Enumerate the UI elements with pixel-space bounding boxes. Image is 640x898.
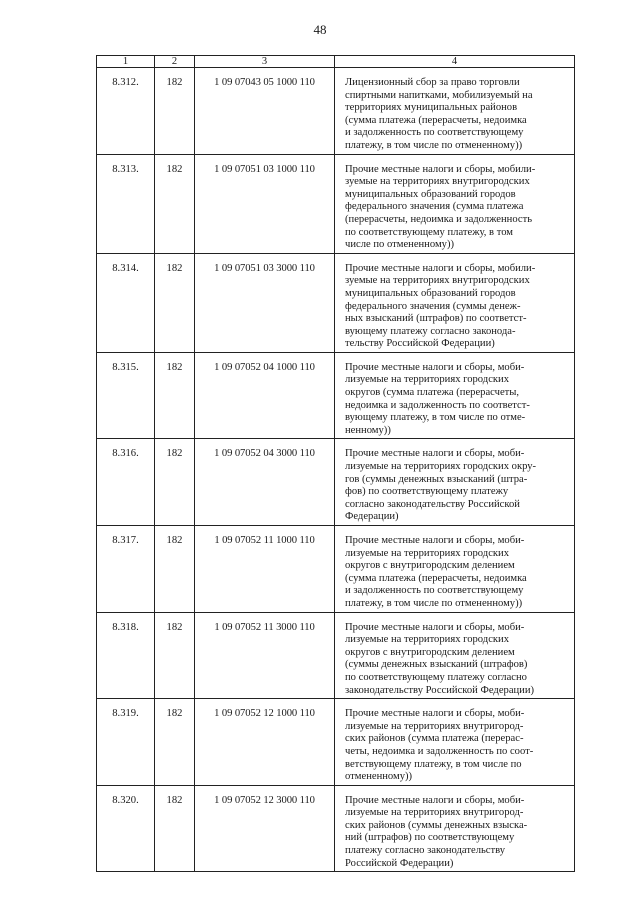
- admin-code: 182: [155, 439, 195, 526]
- income-codes-table: [96, 55, 575, 872]
- description-line: ских районов (сумма платежа (перерас-: [345, 733, 524, 745]
- description-line: отмененному)): [345, 771, 413, 783]
- table-header-row: [97, 56, 575, 68]
- description-line: (сумма платежа (перерасчеты, недоимка: [345, 114, 527, 126]
- description-line: Прочие местные налоги и сборы, моби-: [345, 448, 525, 460]
- admin-code: 182: [155, 68, 195, 155]
- description-line: Российской Федерации): [345, 857, 454, 869]
- description-line: муниципальных образований городов: [345, 188, 516, 200]
- table-row: [97, 699, 575, 786]
- income-description: [335, 253, 575, 352]
- description-line: округов с внутригородским делением: [345, 646, 515, 658]
- description-line: муниципальных образований городов: [345, 287, 516, 299]
- description-line: Прочие местные налоги и сборы, мобили-: [345, 262, 536, 274]
- description-line: платежу согласно законодательству: [345, 845, 506, 857]
- description-line: вующему платежу, в том числе по отме-: [345, 412, 526, 424]
- description-line: и задолженность по соответствующему: [345, 585, 524, 597]
- description-line: Прочие местные налоги и сборы, моби-: [345, 794, 525, 806]
- income-description: [335, 699, 575, 786]
- budget-classification-code: 1 09 07043 05 1000 110: [195, 68, 335, 155]
- row-number: 8.317.: [97, 526, 155, 613]
- row-number: 8.320.: [97, 785, 155, 872]
- description-line: зуемые на территориях внутригородских: [345, 176, 530, 188]
- description-line: (суммы денежных взысканий (штрафов): [345, 659, 528, 671]
- budget-classification-code: 1 09 07051 03 3000 110: [195, 253, 335, 352]
- table-row: [97, 612, 575, 699]
- description-line: фов) по соответствующему платежу: [345, 486, 509, 498]
- admin-code: 182: [155, 785, 195, 872]
- description-line: гов (суммы денежных взысканий (штра-: [345, 473, 528, 485]
- description-line: (перерасчеты, недоимка и задолженность: [345, 213, 533, 225]
- row-number: 8.313.: [97, 154, 155, 253]
- column-header-4: 4: [335, 56, 575, 68]
- budget-classification-code: 1 09 07052 04 1000 110: [195, 352, 335, 439]
- income-description: [335, 526, 575, 613]
- description-line: (сумма платежа (перерасчеты, недоимка: [345, 572, 527, 584]
- description-line: федерального значения (суммы денеж-: [345, 300, 521, 312]
- row-number: 8.318.: [97, 612, 155, 699]
- description-line: лизуемые на территориях городских: [345, 547, 510, 559]
- income-description: [335, 352, 575, 439]
- row-number: 8.315.: [97, 352, 155, 439]
- description-line: тельству Российской Федерации): [345, 338, 495, 350]
- description-line: и задолженность по соответствующему: [345, 127, 524, 139]
- admin-code: 182: [155, 253, 195, 352]
- description-line: недоимка и задолженность по соответст-: [345, 399, 530, 411]
- description-line: ненному)): [345, 424, 391, 436]
- description-line: Прочие местные налоги и сборы, моби-: [345, 361, 525, 373]
- row-number: 8.314.: [97, 253, 155, 352]
- income-description: [335, 785, 575, 872]
- income-description: [335, 154, 575, 253]
- income-description: [335, 612, 575, 699]
- description-line: ний (штрафов) по соответствующему: [345, 832, 515, 844]
- description-line: законодательству Российской Федерации): [345, 684, 535, 696]
- description-line: федерального значения (сумма платежа: [345, 201, 524, 213]
- table-row: [97, 253, 575, 352]
- table-row: [97, 68, 575, 155]
- budget-classification-code: 1 09 07051 03 1000 110: [195, 154, 335, 253]
- column-header-1: 1: [97, 56, 155, 68]
- table-row: [97, 439, 575, 526]
- budget-classification-code: 1 09 07052 12 1000 110: [195, 699, 335, 786]
- table-row: [97, 785, 575, 872]
- description-line: Прочие местные налоги и сборы, моби-: [345, 621, 525, 633]
- description-line: ных взысканий (штрафов) по соответст-: [345, 313, 527, 325]
- admin-code: 182: [155, 699, 195, 786]
- row-number: 8.316.: [97, 439, 155, 526]
- budget-classification-code: 1 09 07052 12 3000 110: [195, 785, 335, 872]
- row-number: 8.319.: [97, 699, 155, 786]
- description-line: Прочие местные налоги и сборы, моби-: [345, 708, 525, 720]
- page-number: 48: [313, 22, 327, 37]
- description-line: лизуемые на территориях городских: [345, 634, 510, 646]
- column-header-2: 2: [155, 56, 195, 68]
- description-line: вующему платежу согласно законода-: [345, 325, 516, 337]
- budget-classification-code: 1 09 07052 11 1000 110: [195, 526, 335, 613]
- description-line: Прочие местные налоги и сборы, моби-: [345, 535, 525, 546]
- budget-classification-code: 1 09 07052 11 3000 110: [195, 612, 335, 699]
- description-line: четы, недоимка и задолженность по соот-: [345, 745, 534, 757]
- description-line: платежу, в том числе по отмененному)): [345, 597, 523, 609]
- description-line: Федерации): [345, 511, 399, 523]
- description-line: согласно законодательству Российской: [345, 498, 520, 510]
- description-line: ветствующему платежу, в том числе по: [345, 758, 522, 770]
- description-line: лизуемые на территориях внутригород-: [345, 807, 524, 819]
- description-line: платежу, в том числе по отмененному)): [345, 139, 523, 151]
- description-line: спиртными напитками, мобилизуемый на: [345, 89, 533, 101]
- table-row: [97, 352, 575, 439]
- description-line: округов (сумма платежа (перерасчеты,: [345, 387, 520, 399]
- table-row: [97, 526, 575, 613]
- description-line: лизуемые на территориях внутригород-: [345, 720, 524, 732]
- budget-classification-code: 1 09 07052 04 3000 110: [195, 439, 335, 526]
- description-line: лизуемые на территориях городских: [345, 374, 510, 386]
- description-line: по соответствующему платежу согласно: [345, 671, 527, 683]
- admin-code: 182: [155, 154, 195, 253]
- description-line: Прочие местные налоги и сборы, мобили-: [345, 163, 536, 175]
- income-description: [335, 68, 575, 155]
- admin-code: 182: [155, 526, 195, 613]
- income-description: [335, 439, 575, 526]
- table-row: [97, 154, 575, 253]
- description-line: числе по отмененному)): [345, 239, 455, 251]
- description-line: округов с внутригородским делением: [345, 560, 515, 572]
- description-line: ских районов (суммы денежных взыска-: [345, 819, 528, 831]
- row-number: 8.312.: [97, 68, 155, 155]
- description-line: Лицензионный сбор за право торговли: [345, 77, 520, 88]
- description-line: зуемые на территориях внутригородских: [345, 275, 530, 287]
- admin-code: 182: [155, 612, 195, 699]
- table-body: [97, 68, 575, 872]
- description-line: лизуемые на территориях городских окру-: [345, 461, 537, 473]
- description-line: по соответствующему платежу, в том: [345, 226, 513, 238]
- description-line: территориях муниципальных районов: [345, 102, 518, 114]
- admin-code: 182: [155, 352, 195, 439]
- column-header-3: 3: [195, 56, 335, 68]
